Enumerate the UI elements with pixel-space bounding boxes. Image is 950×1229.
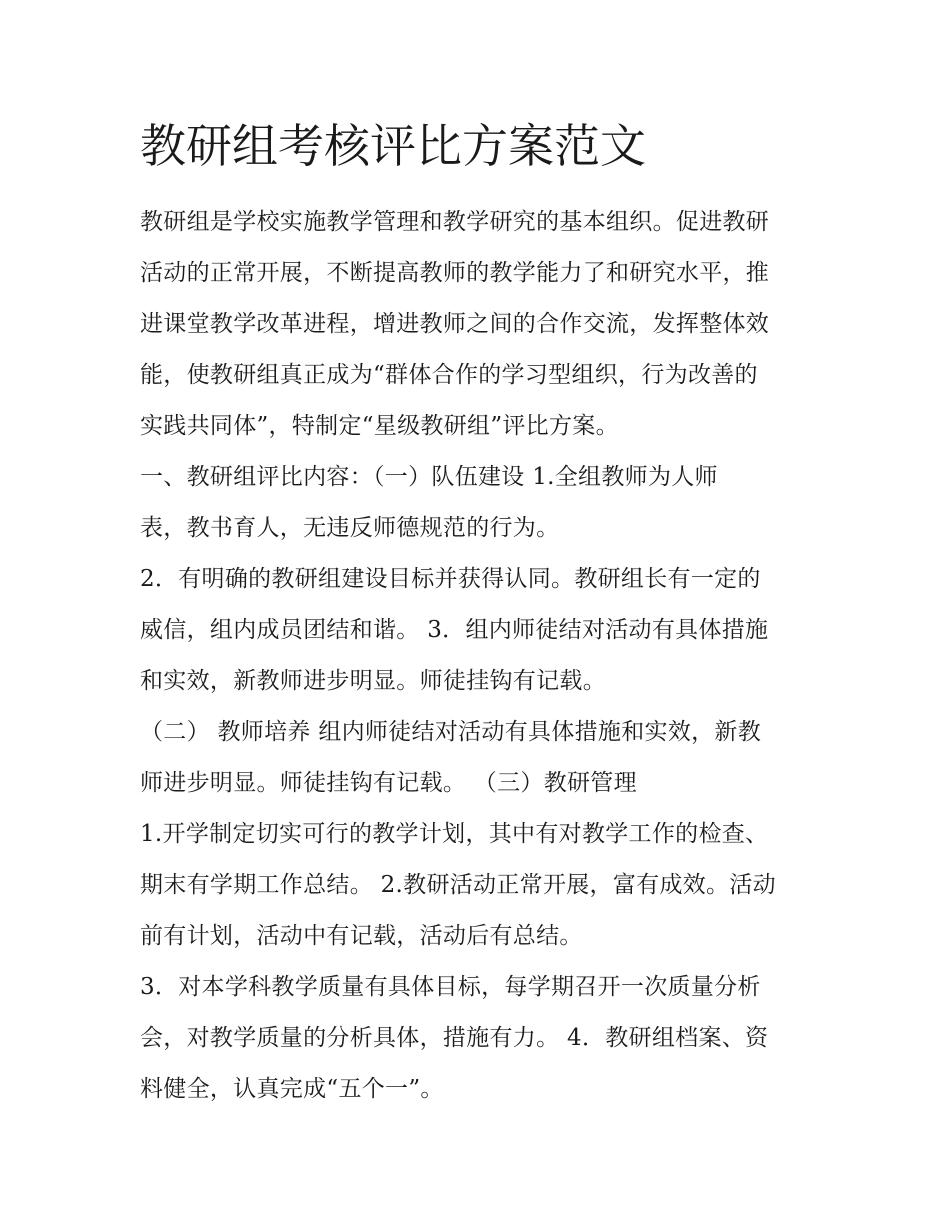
text-line: 1.开学制定切实可行的教学计划，其中有对教学工作的检查、 bbox=[140, 821, 769, 847]
text-line: 会，对教学质量的分析具体，措施有力。 4．教研组档案、资 bbox=[140, 1025, 769, 1051]
text-line: 前有计划，活动中有记载，活动后有总结。 bbox=[140, 923, 583, 949]
text-line: 进课堂教学改革进程，增进教师之间的合作交流，发挥整体效 bbox=[140, 311, 770, 337]
text-line: 料健全，认真完成“五个一”。 bbox=[140, 1076, 444, 1102]
document-body bbox=[140, 197, 820, 1115]
text-line: 能，使教研组真正成为“群体合作的学习型组织，行为改善的 bbox=[140, 362, 758, 388]
text-line: 教研组是学校实施教学管理和教学研究的基本组织。促进教研 bbox=[140, 209, 770, 235]
text-line: 2．有明确的教研组建设目标并获得认同。教研组长有一定的 bbox=[140, 566, 761, 592]
text-line: 和实效，新教师进步明显。师徒挂钩有记载。 bbox=[140, 668, 606, 694]
document-title: 教研组考核评比方案范文 bbox=[140, 119, 646, 173]
text-line: 表，教书育人，无违反师德规范的行为。 bbox=[140, 515, 560, 541]
text-line: （二） 教师培养 组内师徒结对活动有具体措施和实效，新教 bbox=[140, 719, 762, 745]
text-line: 实践共同体”，特制定“星级教研组”评比方案。 bbox=[140, 413, 619, 439]
text-line: 活动的正常开展，不断提高教师的教学能力了和研究水平，推 bbox=[140, 260, 770, 286]
text-line: 威信，组内成员团结和谐。 3．组内师徒结对活动有具体措施 bbox=[140, 617, 769, 643]
text-line: 期末有学期工作总结。 2.教研活动正常开展，富有成效。活动 bbox=[140, 872, 776, 898]
text-line: 3．对本学科教学质量有具体目标，每学期召开一次质量分析 bbox=[140, 974, 761, 1000]
text-line: 师进步明显。师徒挂钩有记载。 （三）教研管理 bbox=[140, 770, 637, 796]
text-line: 一、教研组评比内容：（一）队伍建设 1.全组教师为人师 bbox=[140, 464, 718, 490]
